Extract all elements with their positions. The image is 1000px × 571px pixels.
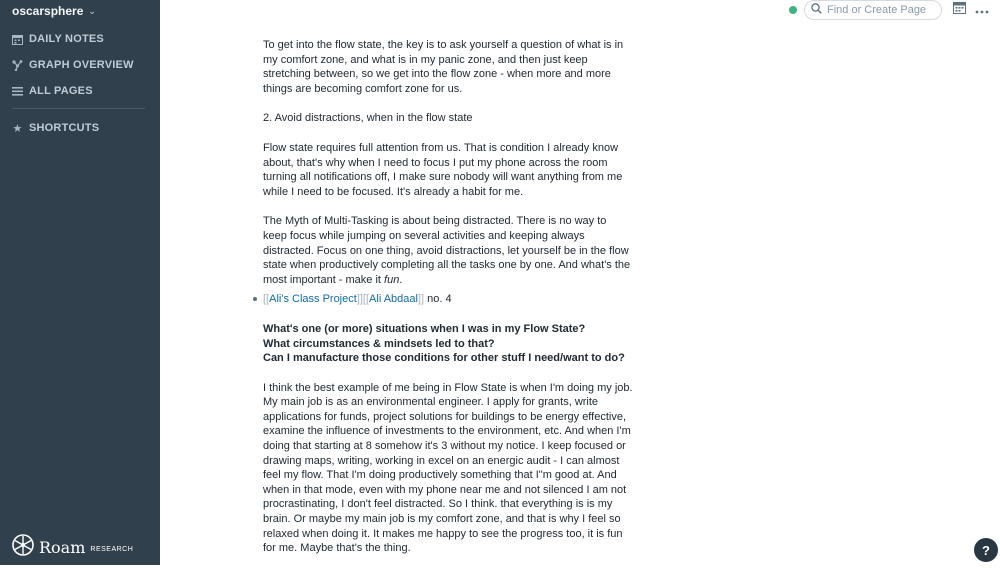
block-text-span: no. 4 xyxy=(424,293,452,306)
workspace-switcher[interactable] xyxy=(12,4,96,18)
search-input[interactable] xyxy=(827,4,937,16)
graph-icon xyxy=(12,60,23,71)
question-line: What's one (or more) situations when I was in my Flow State? xyxy=(263,322,586,335)
question-block[interactable] xyxy=(263,322,633,366)
link-bracket: ]] xyxy=(417,293,425,306)
link-bracket: ]][[ xyxy=(356,293,370,306)
page-link[interactable]: Ali's Class Project xyxy=(269,293,357,306)
sidebar-item-label: ALL PAGES xyxy=(29,85,93,97)
help-icon: ? xyxy=(982,542,990,558)
calendar-icon xyxy=(953,1,966,19)
block-text[interactable]: To get into the flow state, the key is to ask yourself a question of what is in my comfort zone, and what is in my panic zone, and then just keep stretching between, so we get into the flow zone - when more and more things are becoming comfort zone for us. xyxy=(263,39,624,95)
roam-wordmark: Roam xyxy=(39,537,86,557)
calendar-button[interactable] xyxy=(952,3,966,17)
workspace-name: oscarsphere xyxy=(12,4,84,18)
sidebar-item-daily-notes[interactable] xyxy=(12,32,104,46)
block-text[interactable]: Flow state requires full attention from us. That is condition I already know about, that's why when I need to focus I put my phone across the room turning all notifications off, I make sure nobody will want anything from me while I need to be focused. It's already a habit for me. xyxy=(263,141,623,198)
sidebar-item-label: GRAPH OVERVIEW xyxy=(29,59,134,71)
block-text-span: The Myth of Multi-Tasking is about being distracted. There is no way to keep focus while jumping on several activities and keeping always distracted. Focus on one thing, avoid distractions, let yourself be in the flow state when productively completing all the tasks one by one. And what's the most important - make it xyxy=(263,215,631,286)
sidebar-item-label: DAILY NOTES xyxy=(29,33,104,45)
question-line: What circumstances & mindsets led to that? xyxy=(263,337,495,350)
sidebar-shortcuts-header xyxy=(12,121,99,135)
roam-logo[interactable] xyxy=(12,536,133,558)
shortcuts-label: SHORTCUTS xyxy=(29,122,100,134)
page-link[interactable]: Ali Abdaal xyxy=(369,293,418,306)
sidebar-divider xyxy=(12,108,145,109)
block-text[interactable]: 2. Avoid distractions, when in the flow state xyxy=(263,112,473,125)
more-icon xyxy=(975,1,989,19)
roam-subtitle: RESEARCH xyxy=(90,545,134,553)
link-bracket: [[ xyxy=(263,293,270,306)
sidebar-item-all-pages[interactable] xyxy=(12,84,93,98)
bullet-block[interactable] xyxy=(263,292,633,307)
page-content xyxy=(263,38,633,571)
block-text-span: . xyxy=(399,273,403,286)
chevron-down-icon: ⌄ xyxy=(88,5,96,16)
sidebar-item-graph-overview[interactable] xyxy=(12,58,134,72)
block-text[interactable] xyxy=(263,214,633,287)
emphasis-text: fun xyxy=(384,273,400,286)
question-line: Can I manufacture those conditions for other stuff I need/want to do? xyxy=(263,352,625,365)
list-icon xyxy=(12,86,23,97)
search-box[interactable] xyxy=(804,0,942,20)
sync-status-indicator xyxy=(789,6,797,14)
help-button[interactable] xyxy=(974,538,998,562)
left-sidebar xyxy=(0,0,160,565)
calendar-icon xyxy=(12,34,23,45)
roam-logo-icon xyxy=(12,534,34,561)
star-icon: ★ xyxy=(12,122,23,135)
bullet-icon[interactable] xyxy=(253,297,257,301)
search-icon xyxy=(811,1,822,19)
more-options-button[interactable] xyxy=(975,3,989,17)
block-text[interactable]: I think the best example of me being in Flow State is when I'm doing my job. My main job is as an environmental engineer. I apply for grants, write applications for funds, project solutions for buildings to be energy effective, examine the influence of investments to the environment, etc. And when I'm doing that starting at 8 somehow it's 3 without my notice. I keep focused or drawing maps, writing, working in excel on an energic audit - I can almost feel my flow. That I'm doing productively something that I"m good at. And when in that mode, even with my phone near me and not silenced I am not procrastinating, I don't feel distracted. So I think. that everything is is my brain. Or maybe my main job is my comfort zone, and that is why I feel so relaxed when doing it. It makes me happy to see the progress too, it is fun for me. Maybe that's the thing. xyxy=(263,381,633,555)
